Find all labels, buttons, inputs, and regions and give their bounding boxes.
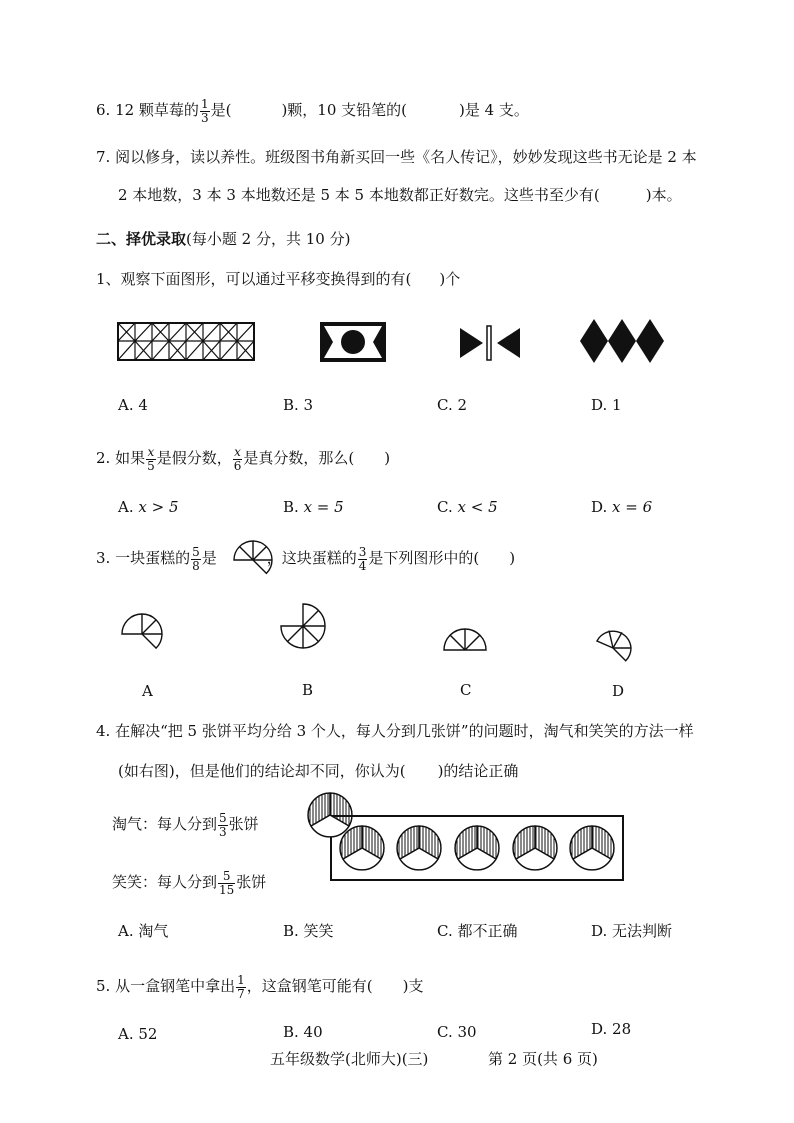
pancakes-figure — [330, 815, 624, 881]
fraction: $\frac{5}{15}$ — [219, 869, 235, 897]
xiaoxiao-answer: 笑笑：每人分到 $\frac{5}{15}$ 张饼 — [112, 869, 267, 897]
fraction: $\frac{x}{6}$ — [233, 445, 242, 473]
footer-page-number: 第 2 页(共 6 页) — [488, 1050, 598, 1068]
mc-question-5: 5. 从一盒钢笔中拿出 $\frac{1}{7}$ ，这盒钢笔可能有( )支 — [96, 973, 424, 1001]
option-b[interactable]: B. 40 — [283, 1023, 323, 1041]
option-b[interactable]: B. 笑笑 — [283, 922, 334, 940]
option-a[interactable]: A. 淘气 — [118, 922, 169, 940]
mc-question-2: 2. 如果 $\frac{x}{5}$ 是假分数， $\frac{x}{6}$ 是真分数，那么( ) — [96, 445, 391, 473]
fraction: $\frac{5}{8}$ — [192, 545, 200, 573]
figure-diamonds — [580, 318, 664, 364]
question-7-line-2: 2 本地数，3 本 3 本地数还是 5 本 5 本地数都正好数完。这些书至少有( )本。 — [118, 186, 682, 204]
option-a[interactable]: A. 52 — [118, 1025, 158, 1043]
option-d-figure[interactable] — [593, 624, 639, 658]
fraction: $\frac{5}{3}$ — [219, 811, 227, 839]
option-c[interactable]: C. 都不正确 — [437, 922, 518, 940]
fraction: $\frac{1}{7}$ — [237, 973, 245, 1001]
fraction: $\frac{x}{5}$ — [147, 445, 155, 473]
option-b[interactable]: B. x = 5 — [283, 498, 344, 516]
mc-question-4-line-1: 4. 在解决“把 5 张饼平均分给 3 个人，每人分到几张饼”的问题时，淘气和笑笑的方法一样 — [96, 722, 694, 740]
option-c[interactable]: C. 2 — [437, 396, 468, 414]
fraction: $\frac{3}{4}$ — [358, 545, 367, 573]
option-d-label[interactable]: D — [612, 682, 625, 700]
question-6: 6. 12 颗草莓的 $\frac{1}{3}$ 是( )颗，10 支铅笔的( )是 4 支。 — [96, 97, 529, 125]
option-d[interactable]: D. 无法判断 — [591, 922, 673, 940]
question-7-line-1: 7. 阅以修身，读以养性。班级图书角新买回一些《名人传记》，妙妙发现这些书无论是 2 本 — [96, 148, 697, 166]
fraction: $\frac{1}{3}$ — [200, 97, 209, 125]
option-b-label[interactable]: B — [302, 681, 314, 699]
option-a-figure[interactable] — [118, 612, 168, 658]
option-d[interactable]: D. 28 — [591, 1020, 632, 1038]
option-c-label[interactable]: C — [460, 681, 472, 699]
figure-circle-in-rectangle — [319, 321, 387, 363]
figure-grid-triangles — [117, 322, 255, 362]
mc-question-4-line-2: (如右图)，但是他们的结论却不同，你认为( )的结论正确 — [118, 762, 519, 780]
option-c-figure[interactable] — [440, 624, 490, 654]
footer-subject: 五年级数学(北师大)(三) — [270, 1050, 429, 1068]
option-a[interactable]: A. 4 — [118, 396, 148, 414]
mc-question-3: 3. 一块蛋糕的 $\frac{5}{8}$ 是 ，这块蛋糕的 $\frac{3}{4}$ 是下列图形中的( ) — [96, 545, 516, 573]
mc-question-1: 1、观察下面图形，可以通过平移变换得到的有( )个 — [96, 270, 461, 288]
option-a[interactable]: A. x > 5 — [118, 498, 179, 516]
cake-five-eighths-icon — [229, 540, 277, 580]
option-d[interactable]: D. 1 — [591, 396, 622, 414]
section-2-heading: 二、择优录取(每小题 2 分，共 10 分) — [96, 230, 351, 248]
option-a-label[interactable]: A — [142, 682, 153, 700]
figure-bowtie — [459, 325, 521, 361]
taoqi-answer: 淘气：每人分到 $\frac{5}{3}$ 张饼 — [112, 811, 259, 839]
option-d[interactable]: D. x = 6 — [591, 498, 653, 516]
option-b[interactable]: B. 3 — [283, 396, 314, 414]
option-c[interactable]: C. 30 — [437, 1023, 477, 1041]
option-b-figure[interactable] — [279, 602, 329, 654]
option-c[interactable]: C. x < 5 — [437, 498, 498, 516]
